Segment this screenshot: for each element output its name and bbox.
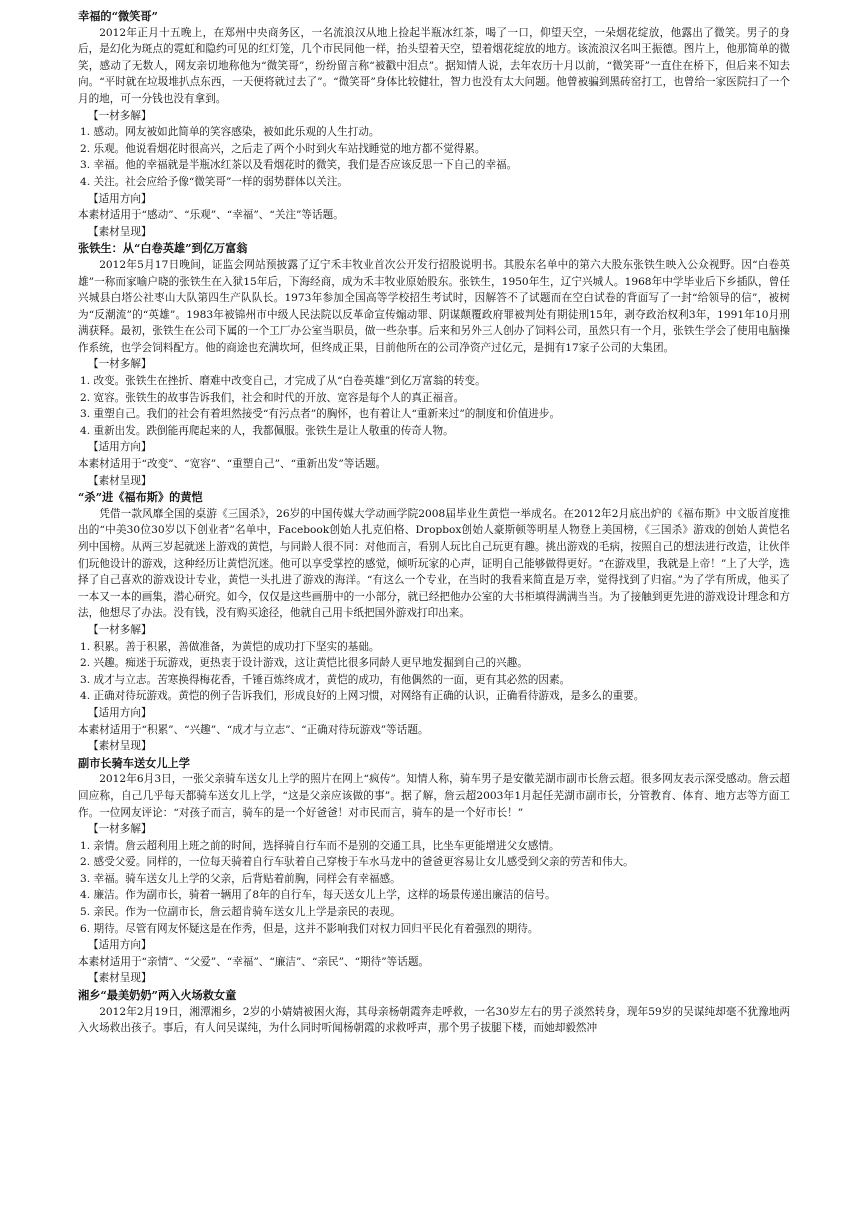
analysis-point: 4. 关注。社会应给予像“微笑哥”一样的弱势群体以关注。 [80, 175, 348, 188]
section-title: “杀”进《福布斯》的黄恺 [78, 490, 203, 505]
analysis-point: 1. 亲情。詹云超利用上班之前的时间，选择骑自行车而不是别的交通工具，比坐车更能增进父女感情。 [80, 839, 560, 852]
analysis-point: 2. 感受父爱。同样的，一位每天骑着自行车驮着自己穿梭于车水马龙中的爸爸更容易让女儿感受到父亲的劳苦和伟大。 [80, 856, 634, 869]
analysis-point: 1. 积累。善于积累，善做准备，为黄恺的成功打下坚实的基础。 [80, 640, 380, 653]
section-vice-mayor [78, 755, 790, 987]
analysis-point: 3. 幸福。骑车送女儿上学的父亲，后背贴着前胸，同样会有幸福感。 [80, 872, 401, 885]
analysis-point: 4. 正确对待玩游戏。黄恺的例子告诉我们，形成良好的上网习惯，对网络有正确的认识，正确看待游戏，是多么的重要。 [80, 690, 645, 703]
presentation-heading: 【素材呈现】 [88, 972, 152, 985]
analysis-point: 5. 亲民。作为一位副市长，詹云超肯骑车送女儿上学是亲民的表现。 [80, 906, 401, 919]
section-title: 幸福的“微笑哥” [78, 9, 158, 23]
analysis-point: 4. 重新出发。跌倒能再爬起来的人，我都佩服。张铁生是让人敬重的传奇人物。 [80, 424, 454, 437]
section-title: 张铁生：从“白卷英雄”到亿万富翁 [78, 241, 248, 256]
section-title: 湘乡“最美奶奶”两入火场救女童 [78, 988, 237, 1003]
analysis-point: 6. 期待。尽管有网友怀疑这是在作秀，但是，这并不影响我们对权力回归平民化有着强烈的期待。 [80, 922, 539, 935]
section-body: 2012年5月17日晚间，证监会网站预披露了辽宁禾丰牧业首次公开发行招股说明书。其股东名单中的第六大股东张铁生映入公众视野。因“白卷英雄”一称而家喻户晓的张铁生在入狱15年后，下海经商，成为禾丰牧业原始股东。张铁生，1950年生，辽宁兴城人。1968年中学毕业后下乡插队，曾任兴城县白塔公社枣山大队第四生产队队长。1973年参加全国高等学校招生考试时，因解答不了试题而在空白试卷的背面写了一封“给领导的信”，被树为“反潮流”的“英雄”。1983年被锦州市中级人民法院以反革命宣传煽动罪、阴谋颠覆政府罪被判处有期徒刑15年，剥夺政治权利3年，1991年10月刑满获释。最初，张铁生在公司下属的一个工厂办公室当职员，做一些杂事。后来和另外三人创办了饲料公司，虽然只有一个月，张铁生学会了使用电脑操作系统，也学会饲料配方。他的商途也充满坎坷，但终成正果，目前他所在的公司净资产过亿元，是拥有17家子公司的大集团。 [78, 258, 790, 354]
presentation-heading: 【素材呈现】 [88, 225, 152, 238]
analysis-point: 1. 感动。网友被如此简单的笑容感染，被如此乐观的人生打动。 [80, 126, 380, 139]
analysis-heading: 【一材多解】 [88, 358, 152, 371]
section-title: 副市长骑车送女儿上学 [78, 755, 190, 770]
section-best-grandma [78, 987, 790, 1037]
analysis-point: 2. 兴趣。痴迷于玩游戏，更热衷于设计游戏，这让黄恺比很多同龄人更早地发掘到自己的兴趣。 [80, 657, 528, 670]
analysis-point: 2. 乐观。他说看烟花时很高兴，之后走了两个小时到火车站找睡觉的地方都不觉得累。 [80, 142, 486, 155]
analysis-heading: 【一材多解】 [88, 109, 152, 122]
analysis-point: 1. 改变。张铁生在挫折、磨难中改变自己，才完成了从“白卷英雄”到亿万富翁的转变。 [80, 375, 486, 388]
direction-heading: 【适用方向】 [88, 939, 152, 952]
direction-text: 本素材适用于“改变”、“宽容”、“重塑自己”、“重新出发”等话题。 [78, 458, 387, 471]
document-page [78, 8, 790, 1037]
analysis-point: 4. 廉洁。作为副市长，骑着一辆用了8年的自行车，每天送女儿上学，这样的场景传递出廉洁的信号。 [80, 889, 556, 902]
section-body: 2012年2月19日，湘潭湘乡，2岁的小婧婧被困火海，其母亲杨朝霞奔走呼救，一名30岁左右的男子淡然转身，现年59岁的吴谋纯却毫不犹豫地两入火场救出孩子。事后，有人问吴谋纯，为什么同时听闻杨朝霞的求救呼声，那个男子拔腿下楼，而她却毅然冲 [78, 1005, 790, 1035]
direction-heading: 【适用方向】 [88, 706, 152, 719]
analysis-point: 3. 成才与立志。苦寒换得梅花香，千锤百炼终成才，黄恺的成功，有他偶然的一面，更有其必然的因素。 [80, 673, 571, 686]
direction-heading: 【适用方向】 [88, 192, 152, 205]
presentation-heading: 【素材呈现】 [88, 740, 152, 753]
section-body: 凭借一款风靡全国的桌游《三国杀》，26岁的中国传媒大学动画学院2008届毕业生黄恺一举成名。在2012年2月底出炉的《福布斯》中文版首度推出的“中美30位30岁以下创业者”名单中，Facebook创始人扎克伯格、Dropbox创始人豪斯顿等明星人物登上美国榜，《三国杀》游戏的创始人黄恺名列中国榜。从两三岁起就迷上游戏的黄恺，与同龄人很不同：对他而言，看别人玩比自己玩更有趣。挑出游戏的毛病，按照自己的想法进行改造，让伙伴们玩他设计的游戏，这种经历让黄恺沉迷。他可以享受掌控的感觉，倾听玩家的心声，证明自己能够做得更好。“在游戏里，我就是上帝！”上了大学，选择了自己喜欢的游戏设计专业，黄恺一头扎进了游戏的海洋。“有这么一个专业，在当时的我看来简直是万幸，觉得找到了归宿。”为了学有所成，他买了一本又一本的画集，潜心研究。如今，仅仅是这些画册中的一小部分，就已经把他办公室的大书柜填得满满当当。为了接触到更先进的游戏设计理念和方法，他想尽了办法。没有钱，没有购买途径，他就自己用卡纸把国外游戏打印出来。 [78, 507, 790, 620]
analysis-point: 3. 重塑自己。我们的社会有着坦然接受“有污点者”的胸怀，也有着让人“重新来过”的制度和价值进步。 [80, 408, 561, 421]
section-huang-kai [78, 489, 790, 755]
section-body: 2012年6月3日，一张父亲骑车送女儿上学的照片在网上“疯传”。知情人称，骑车男子是安徽芜湖市副市长詹云超。很多网友表示深受感动。詹云超回应称，自己几乎每天都骑车送女儿上学，“这是父亲应该做的事”。据了解，詹云超2003年1月起任芜湖市副市长，分管教育、体育、地方志等方面工作。一位网友评论：“对孩子而言，骑车的是一个好爸爸！对市民而言，骑车的是一个好市长！” [78, 773, 790, 819]
analysis-heading: 【一材多解】 [88, 623, 152, 636]
section-smile-brother [78, 8, 790, 240]
analysis-point: 3. 幸福。他的幸福就是半瓶冰红茶以及看烟花时的微笑，我们是否应该反思一下自己的幸福。 [80, 159, 518, 172]
presentation-heading: 【素材呈现】 [88, 474, 152, 487]
section-body: 2012年正月十五晚上，在郑州中央商务区，一名流浪汉从地上捡起半瓶冰红茶，喝了一口，仰望天空，一朵烟花绽放，他露出了微笑。男子的身后，是幻化为斑点的霓虹和隐约可见的红灯笼，几个市民同他一样，抬头望着天空，望着烟花绽放的地方。该流浪汉名叫王振德。图片上，他那简单的微笑，感动了无数人，网友亲切地称他为“微笑哥”，纷纷留言称“被戳中泪点”。据知情人说，去年农历十月以前，“微笑哥”一直住在桥下，但后来不知去向。“平时就在垃圾堆扒点东西，一天便将就过去了”。“微笑哥”身体比较健壮，智力也没有太大问题。他曾被骗到黑砖窑打工，也曾给一家医院扫了一个月的地，可一分钱也没有拿到。 [78, 26, 790, 105]
section-zhang-tiesheng [78, 240, 790, 489]
direction-heading: 【适用方向】 [88, 441, 152, 454]
analysis-point: 2. 宽容。张铁生的故事告诉我们，社会和时代的开放、宽容是每个人的真正福音。 [80, 391, 465, 404]
direction-text: 本素材适用于“积累”、“兴趣”、“成才与立志”、“正确对待玩游戏”等话题。 [78, 723, 429, 736]
analysis-heading: 【一材多解】 [88, 823, 152, 836]
direction-text: 本素材适用于“感动”、“乐观”、“幸福”、“关注”等话题。 [78, 209, 344, 222]
direction-text: 本素材适用于“亲情”、“父爱”、“幸福”、“廉洁”、“亲民”、“期待”等话题。 [78, 955, 430, 968]
